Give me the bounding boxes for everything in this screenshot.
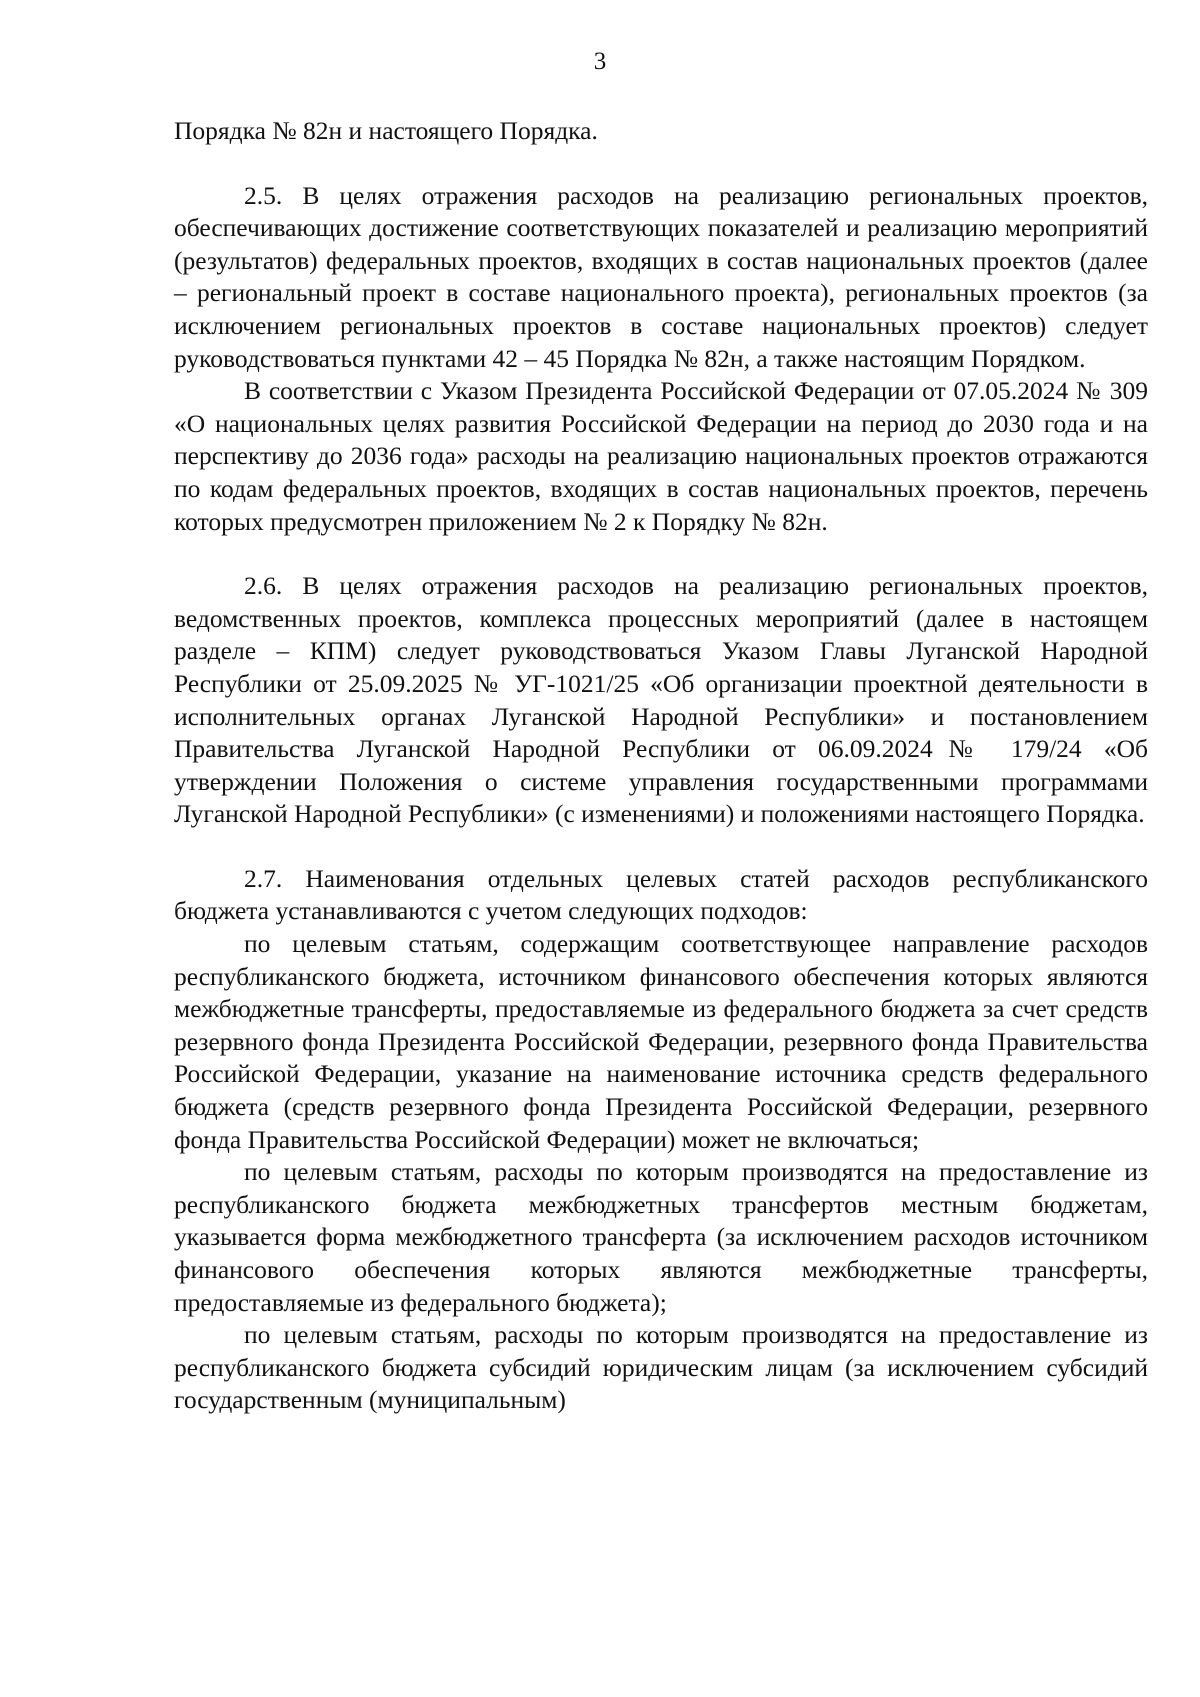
paragraph-2-7: 2.7. Наименования отдельных целевых статей расходов республиканского бюджета устанавливаются с учетом следующих подходов: xyxy=(174,863,1148,926)
paragraph-2-5: 2.5. В целях отражения расходов на реализацию региональных проектов, обеспечивающих достижение соответствующих показателей и реализацию мероприятий (результатов) федеральных проектов, входящих в состав национальных проектов (далее – региональный проект в составе национального проекта), региональных проектов (за исключением региональных проектов в составе национальных проектов) следует руководствоваться пунктами 42 – 45 Порядка № 82н, а также настоящим Порядком. xyxy=(174,180,1148,373)
paragraph-2-7-item-local-budgets: по целевым статьям, расходы по которым производятся на предоставление из республиканского бюджета межбюджетных трансфертов местным бюджетам, указывается форма межбюджетного трансферта (за исключением расходов источником финансового обеспечения которых являются межбюджетные трансферты, предоставляемые из федерального бюджета); xyxy=(174,1157,1148,1317)
page-number: 3 xyxy=(593,48,607,75)
paragraph-continuation: Порядка № 82н и настоящего Порядка. xyxy=(174,116,598,145)
paragraph-2-7-item-reserve-funds: по целевым статьям, содержащим соответствующее направление расходов республиканского бюджета, источником финансового обеспечения которых являются межбюджетные трансферты, предоставляемые из федерального бюджета за счет средств резервного фонда Президента Российской Федерации, резервного фонда Правительства Российской Федерации, указание на наименование источника средств федерального бюджета (средств резервного фонда Президента Российской Федерации, резервного фонда Правительства Российской Федерации) может не включаться; xyxy=(174,929,1148,1154)
paragraph-2-6: 2.6. В целях отражения расходов на реализацию региональных проектов, ведомственных проектов, комплекса процессных мероприятий (далее в настоящем разделе – КПМ) следует руководствоваться Указом Главы Луганской Народной Республики от 25.09.2025 № УГ-1021/25 «Об организации проектной деятельности в исполнительных органах Луганской Народной Республики» и постановлением Правительства Луганской Народной Республики от 06.09.2024№ 179/24 «Об утверждении Положения о системе управления государственными программами Луганской Народной Республики» (с изменениями) и положениями настоящего Порядка. xyxy=(174,571,1148,829)
document-body xyxy=(174,115,1148,1417)
paragraph-2-5-decree: В соответствии с Указом Президента Российской Федерации от 07.05.2024 № 309 «О национальных целях развития Российской Федерации на период до 2030 года и на перспективу до 2036 года» расходы на реализацию национальных проектов отражаются по кодам федеральных проектов, входящих в состав национальных проектов, перечень которых предусмотрен приложением № 2 к Порядку № 82н. xyxy=(174,376,1148,536)
paragraph-2-7-item-legal-entities: по целевым статьям, расходы по которым производятся на предоставление из республиканского бюджета субсидий юридическим лицам (за исключением субсидий государственным (муниципальным) xyxy=(174,1320,1148,1415)
